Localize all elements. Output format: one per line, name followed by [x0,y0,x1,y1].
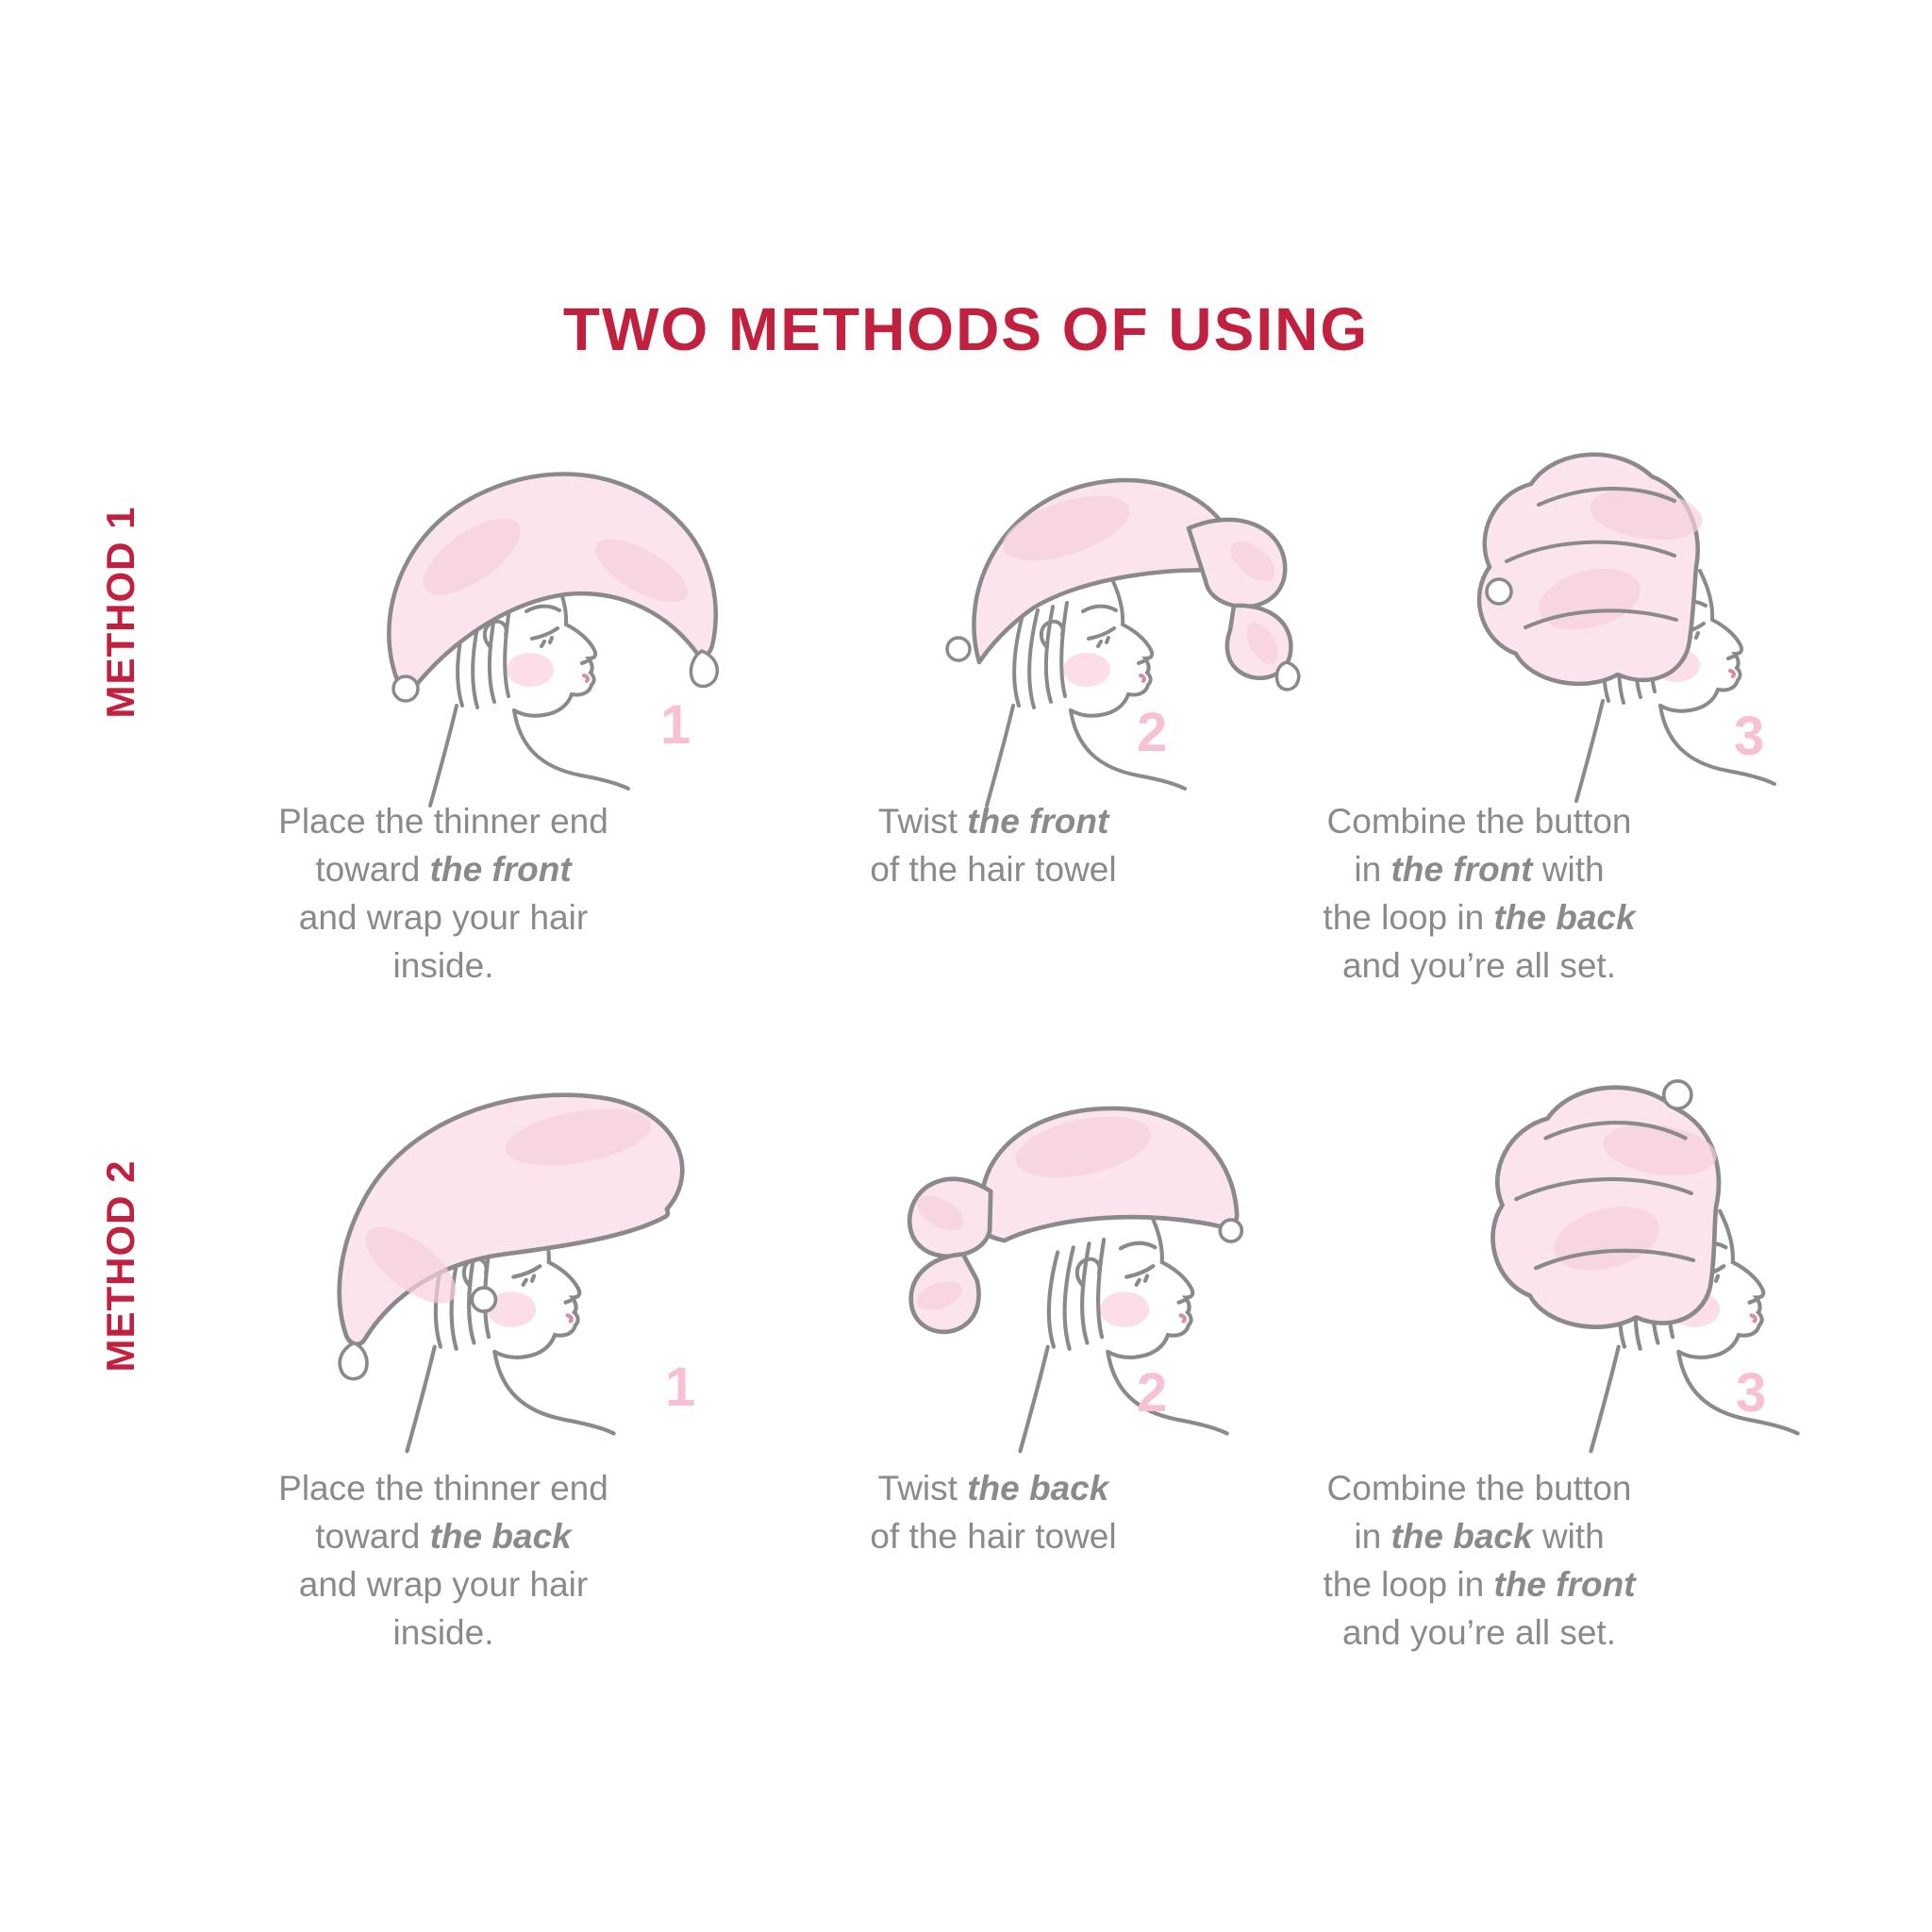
illustration-method1-step3 [1457,410,1891,788]
step-caption-m2-2: Twist the back of the hair towel [870,1469,1117,1557]
turban-button-top-illustration [1467,1033,1920,1448]
step-caption-m1-3: Combine the button in the front with the loop in the back and you’re all set. [1323,802,1636,986]
page-title: TWO METHODS OF USING [562,295,1370,363]
illustration-method2-step2 [896,1033,1349,1448]
step-number-m2-3: 3 [1736,1362,1767,1424]
towel-twist-front-illustration [868,415,1302,792]
step-caption-m2-3: Combine the button in the back with the loop in the front and you’re all set. [1323,1469,1636,1653]
step-number-m2-2: 2 [1137,1362,1168,1424]
illustration-method1-step2 [868,415,1302,792]
turban-button-back-illustration [1457,410,1891,788]
step-caption-m1-2: Twist the front of the hair towel [870,802,1117,890]
step-number-m2-1: 1 [665,1357,696,1418]
step-number-m1-3: 3 [1734,706,1765,767]
method-1-label: METHOD 1 [98,506,142,719]
method-2-label: METHOD 2 [98,1159,142,1373]
step-caption-m1-1: Place the thinner end toward the front and wrap your hair inside. [278,802,608,986]
step-number-m1-2: 2 [1137,702,1168,763]
illustration-method2-step3 [1467,1033,1920,1448]
towel-twist-back-illustration [896,1033,1349,1448]
step-caption-m2-1: Place the thinner end toward the back and wrap your hair inside. [278,1469,608,1653]
step-number-m1-1: 1 [660,694,691,756]
